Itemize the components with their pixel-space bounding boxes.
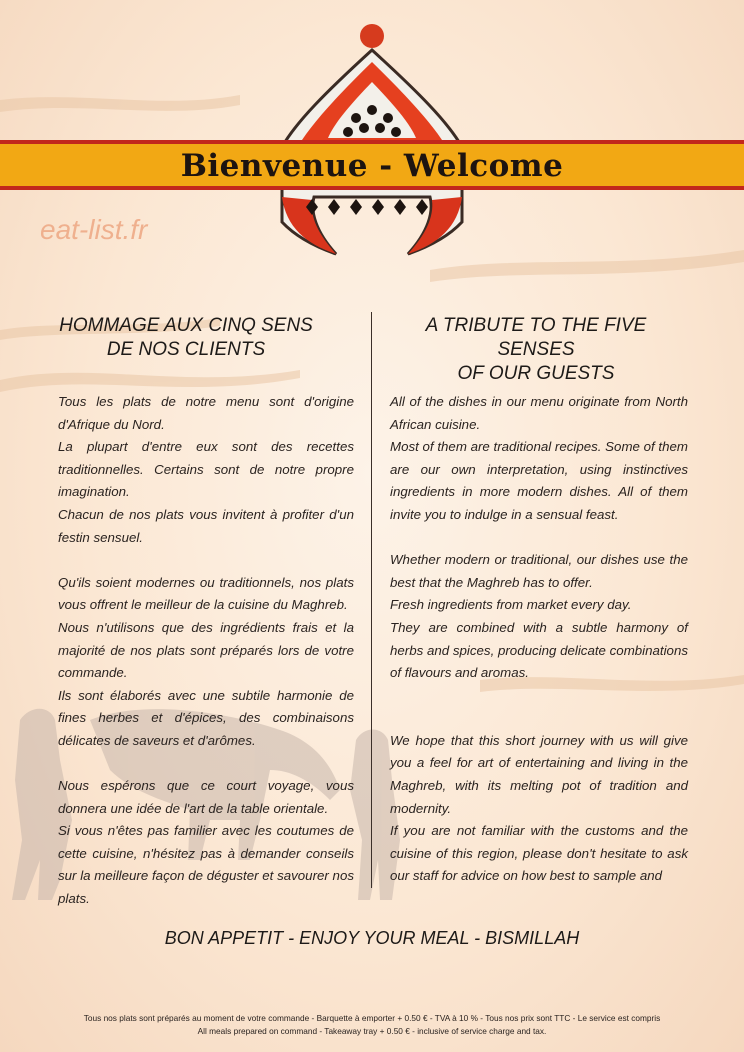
french-paragraph: La plupart d'entre eux sont des recettes traditionnelles. Certains sont de notre propre imagination.	[58, 439, 354, 500]
english-heading-line2: OF OUR GUESTS	[457, 363, 615, 384]
french-heading-line2: DE NOS CLIENTS	[106, 339, 266, 360]
french-paragraph: Tous les plats de notre menu sont d'origine d'Afrique du Nord.	[58, 394, 354, 432]
english-paragraph: Fresh ingredients from market every day.	[390, 597, 632, 613]
french-text	[58, 391, 354, 911]
english-text	[390, 391, 688, 888]
english-paragraph: If you are not familiar with the customs and the cuisine of this region, please don't hesitate to ask our staff for advice on how best to sample and	[390, 823, 688, 884]
english-paragraph: We hope that this short journey with us will give you a feel for art of entertaining and living in the Maghreb, with its melting pot of tradition and modernity.	[390, 732, 688, 816]
french-heading	[36, 314, 336, 362]
english-paragraph: All of the dishes in our menu originate from North African cuisine.	[390, 394, 688, 432]
french-paragraph: Ils sont élaborés avec une subtile harmonie de fines herbes et d'épices, des combinaisons délicates de saveurs et d'arômes.	[58, 687, 354, 748]
french-paragraph: Nous espérons que ce court voyage, vous donnera une idée de l'art de la table orientale.	[58, 778, 354, 816]
english-paragraph: They are combined with a subtle harmony of herbs and spices, producing delicate combinations of flavours and aromas.	[390, 619, 688, 681]
french-paragraph: Si vous n'êtes pas familier avec les coutumes de cette cuisine, n'hésitez pas à demander conseils sur la meilleure façon de déguster et savourer nos plats.	[58, 823, 354, 907]
closing-line: BON APPETIT - ENJOY YOUR MEAL - BISMILLAH	[164, 928, 580, 948]
footer-line-english: All meals prepared on command - Takeaway tray + 0.50 € - inclusive of service charge and tax.	[197, 1026, 547, 1036]
site-watermark: eat-list.fr	[40, 214, 148, 245]
footer-line-french: Tous nos plats sont préparés au moment de votre commande - Barquette à emporter + 0.50 € - TVA à 10 % - Tous nos prix sont TTC - Le service est compris	[83, 1013, 661, 1023]
french-paragraph: Chacun de nos plats vous invitent à profiter d'un festin sensuel.	[58, 506, 354, 545]
french-heading-line1: HOMMAGE AUX CINQ SENS	[59, 315, 313, 336]
english-heading-line1: A TRIBUTE TO THE FIVE SENSES	[425, 315, 647, 360]
page-title: Bienvenue - Welcome	[180, 148, 564, 184]
column-divider	[371, 312, 372, 888]
french-paragraph: Qu'ils soient modernes ou traditionnels, nos plats vous offrent le meilleur de la cuisine du Maghreb.	[58, 574, 354, 613]
english-paragraph: Whether modern or traditional, our dishes use the best that the Maghreb has to offer.	[390, 552, 688, 590]
footer-notes	[0, 1012, 744, 1038]
french-paragraph: Nous n'utilisons que des ingrédients frais et la majorité de nos plats sont préparés lors de votre commande.	[58, 619, 354, 681]
dome-finial-icon	[360, 24, 384, 48]
english-paragraph: Most of them are traditional recipes. Some of them are our own interpretation, using instinctives ingredients in more modern dishes. All of them invite you to indulge in a sensual feast.	[390, 439, 688, 522]
english-heading	[386, 314, 686, 386]
